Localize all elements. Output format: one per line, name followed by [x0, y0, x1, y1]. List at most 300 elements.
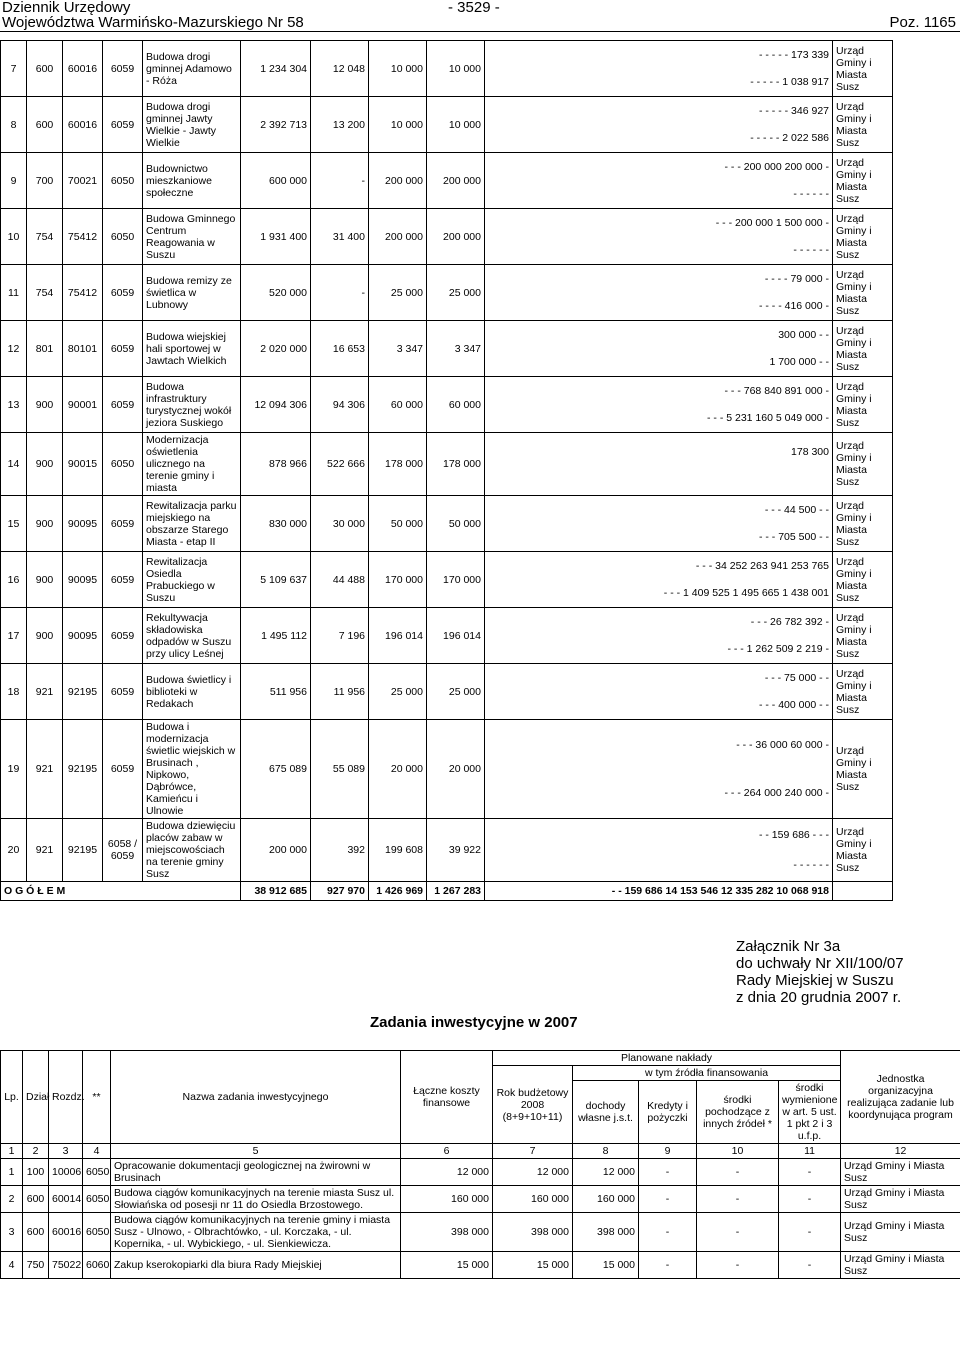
budget-year-cell: 11 956 — [311, 664, 369, 720]
par-cell: 6050 — [83, 1186, 111, 1213]
lp-cell: 8 — [1, 97, 27, 153]
dzial-cell: 921 — [27, 819, 63, 882]
future-years-cell — [485, 265, 833, 321]
loans-cell: 25 000 — [427, 664, 485, 720]
col-sources: w tym źródła finansowania — [573, 1066, 841, 1081]
column-number: 4 — [83, 1144, 111, 1159]
budget-year-cell: 160 000 — [493, 1186, 573, 1213]
task-name-cell: Budowa ciągów komunikacyjnych na terenie gminy i miasta Susz - Ulnowo, - Olbrachtówko, - ul. Korczaka, - ul. Kopernika, - ul. Wybickiego, - ul. Sienkiewicza. — [111, 1213, 401, 1252]
par-cell: 6059 — [103, 377, 143, 433]
unit-cell: Urząd Gminy i Miasta Susz — [833, 552, 893, 608]
table-row — [1, 1213, 960, 1252]
total-cost-cell: 675 089 — [241, 720, 311, 819]
future-years-bottom: - - - 1 262 509 2 219 - — [727, 642, 829, 655]
budget-year-cell: 7 196 — [311, 608, 369, 664]
par-cell: 6059 — [103, 265, 143, 321]
future-years-stack — [488, 497, 829, 550]
future-years-cell — [485, 552, 833, 608]
task-name-cell: Rekultywacja składowiska odpadów w Suszu przy ulicy Leśnej — [143, 608, 241, 664]
own-income-cell: 12 000 — [573, 1159, 639, 1186]
loans-cell: 39 922 — [427, 819, 485, 882]
future-years-top: - - - - - 346 927 — [758, 105, 829, 118]
future-years-top: - - - 36 000 60 000 - — [736, 739, 829, 751]
budget-year-cell: 44 488 — [311, 552, 369, 608]
rozdz-cell: 60014 — [49, 1186, 83, 1213]
future-years-top: - - - 768 840 891 000 - — [724, 385, 829, 398]
future-years-bottom: - - - - - 1 038 917 — [750, 75, 829, 88]
col-dzial: Dział — [23, 1051, 49, 1144]
par-cell: 6050 — [103, 433, 143, 496]
budget-year-cell: 30 000 — [311, 496, 369, 552]
task-name-cell: Budownictwo mieszkaniowe społeczne — [143, 153, 241, 209]
total-cost-cell: 600 000 — [241, 153, 311, 209]
budget-year-cell: - — [311, 265, 369, 321]
lp-cell: 12 — [1, 321, 27, 377]
future-years-sum: - - 159 686 14 153 546 12 335 282 10 068 918 — [485, 882, 833, 901]
future-years-top: - - - 34 252 263 941 253 765 — [695, 560, 829, 573]
rozdz-cell: 75022 — [49, 1252, 83, 1279]
par-cell: 6059 — [103, 552, 143, 608]
table-row — [1, 819, 893, 882]
total-cost-cell: 1 234 304 — [241, 41, 311, 97]
table-row — [1, 1252, 960, 1279]
budget-year-cell: 12 048 — [311, 41, 369, 97]
column-number: 5 — [111, 1144, 401, 1159]
budget-year-cell: 16 653 — [311, 321, 369, 377]
loans-cell: - — [639, 1213, 697, 1252]
loans-cell: 196 014 — [427, 608, 485, 664]
unit-cell: Urząd Gminy i Miasta Susz — [841, 1252, 960, 1279]
total-cost-cell: 1 931 400 — [241, 209, 311, 265]
future-years-cell — [485, 496, 833, 552]
unit-cell: Urząd Gminy i Miasta Susz — [833, 209, 893, 265]
future-years-cell — [485, 97, 833, 153]
future-years-bottom: 1 700 000 - - — [769, 355, 829, 368]
unit-cell: Urząd Gminy i Miasta Susz — [833, 608, 893, 664]
col-planned: Planowane nakłady — [493, 1051, 841, 1066]
table-row — [1, 1186, 960, 1213]
future-years-top: - - - 26 782 392 - — [750, 616, 829, 629]
total-cost-cell: 12 094 306 — [241, 377, 311, 433]
column-number: 8 — [573, 1144, 639, 1159]
loans-cell: 10 000 — [427, 97, 485, 153]
rozdz-cell: 10006 — [49, 1159, 83, 1186]
table-row — [1, 41, 893, 97]
table-row — [1, 664, 893, 720]
lp-cell: 7 — [1, 41, 27, 97]
future-years-bottom: - - - 1 409 525 1 495 665 1 438 001 — [663, 586, 829, 599]
lp-cell: 10 — [1, 209, 27, 265]
future-years-stack — [488, 42, 829, 95]
future-years-cell — [485, 209, 833, 265]
budget-year-cell: 94 306 — [311, 377, 369, 433]
other-sources-cell: - — [697, 1213, 779, 1252]
future-years-bottom: - - - 400 000 - - — [758, 698, 829, 711]
dzial-cell: 754 — [27, 209, 63, 265]
position-number: Poz. 1165 — [889, 14, 956, 31]
col-unit: Jednostka organizacyjna realizująca zadanie lub koordynująca program — [841, 1051, 960, 1144]
future-years-cell — [485, 664, 833, 720]
rozdz-cell: 92195 — [63, 720, 103, 819]
dzial-cell: 900 — [27, 377, 63, 433]
column-number: 10 — [697, 1144, 779, 1159]
col-total: Łączne koszty finansowe — [401, 1051, 493, 1144]
par-cell: 6050 — [83, 1159, 111, 1186]
total-cost-cell: 2 020 000 — [241, 321, 311, 377]
future-years-top: - - - 200 000 1 500 000 - — [715, 217, 829, 230]
unit-cell: Urząd Gminy i Miasta Susz — [833, 664, 893, 720]
table-row — [1, 608, 893, 664]
page-header — [0, 0, 960, 30]
par-cell: 6059 — [103, 41, 143, 97]
table-row — [1, 433, 893, 496]
loans-cell: - — [639, 1159, 697, 1186]
loans-cell: 170 000 — [427, 552, 485, 608]
table-row — [1, 1159, 960, 1186]
future-years-stack — [488, 665, 829, 718]
journal-subtitle: Województwa Warmińsko-Mazurskiego Nr 58 — [2, 14, 304, 31]
other-sources-cell: - — [697, 1252, 779, 1279]
rozdz-cell: 70021 — [63, 153, 103, 209]
attachment-line: z dnia 20 grudnia 2007 r. — [736, 989, 902, 1006]
future-years-top: - - - 200 000 200 000 - — [724, 161, 829, 174]
task-name-cell: Budowa remizy ze świetlica w Lubnowy — [143, 265, 241, 321]
lp-cell: 15 — [1, 496, 27, 552]
budget-year-cell: - — [311, 153, 369, 209]
task-name-cell: Modernizacja oświetlenia ulicznego na terenie gminy i miasta — [143, 433, 241, 496]
col-lp: Lp. — [1, 1051, 23, 1144]
par-cell: 6050 — [103, 153, 143, 209]
col-wymienione: środki wymienione w art. 5 ust. 1 pkt 2 i 3 u.f.p. — [779, 1081, 841, 1144]
unit-cell: Urząd Gminy i Miasta Susz — [833, 41, 893, 97]
par-cell: 6050 — [103, 209, 143, 265]
future-years-stack — [488, 609, 829, 662]
total-cost-sum: 38 912 685 — [241, 882, 311, 901]
par-cell: 6059 — [103, 720, 143, 819]
col-kredyty: Kredyty i pożyczki — [639, 1081, 697, 1144]
future-years-bottom: - - - 705 500 - - — [758, 530, 829, 543]
table-row — [1, 153, 893, 209]
future-years-stack — [488, 210, 829, 263]
header-rule — [0, 31, 960, 32]
unit-sum — [833, 882, 893, 901]
task-name-cell: Budowa i modernizacja świetlic wiejskich w Brusinach , Nipkowo, Dąbrówce, Kamieńcu i Ulnowie — [143, 720, 241, 819]
col-name: Nazwa zadania inwestycyjnego — [111, 1051, 401, 1144]
column-number: 9 — [639, 1144, 697, 1159]
unit-cell: Urząd Gminy i Miasta Susz — [833, 321, 893, 377]
dzial-cell: 600 — [27, 41, 63, 97]
own-income-cell: 200 000 — [369, 209, 427, 265]
future-years-top: - - - - - 173 339 — [758, 49, 829, 62]
own-income-cell: 60 000 — [369, 377, 427, 433]
dzial-cell: 900 — [27, 608, 63, 664]
future-years-top: - - - 75 000 - - — [764, 672, 829, 685]
task-name-cell: Budowa świetlicy i biblioteki w Redakach — [143, 664, 241, 720]
loans-sum: 1 267 283 — [427, 882, 485, 901]
rozdz-cell: 60016 — [63, 41, 103, 97]
dzial-cell: 921 — [27, 720, 63, 819]
loans-cell: 50 000 — [427, 496, 485, 552]
loans-cell: 178 000 — [427, 433, 485, 496]
future-years-stack — [488, 434, 829, 494]
column-number: 6 — [401, 1144, 493, 1159]
dzial-cell: 600 — [23, 1186, 49, 1213]
total-cost-cell: 12 000 — [401, 1159, 493, 1186]
loans-cell: - — [639, 1252, 697, 1279]
lp-cell: 13 — [1, 377, 27, 433]
task-name-cell: Rewitalizacja parku miejskiego na obszarze Starego Miasta - etap II — [143, 496, 241, 552]
future-years-bottom: - - - 264 000 240 000 - — [724, 787, 829, 799]
art5-funds-cell: - — [779, 1252, 841, 1279]
other-sources-cell: - — [697, 1159, 779, 1186]
column-number: 1 — [1, 1144, 23, 1159]
par-cell: 6059 — [103, 97, 143, 153]
budget-year-cell: 31 400 — [311, 209, 369, 265]
future-years-cell — [485, 433, 833, 496]
future-years-stack — [488, 721, 829, 817]
loans-cell: 60 000 — [427, 377, 485, 433]
column-number: 11 — [779, 1144, 841, 1159]
lp-cell: 4 — [1, 1252, 23, 1279]
rozdz-cell: 92195 — [63, 819, 103, 882]
unit-cell: Urząd Gminy i Miasta Susz — [841, 1159, 960, 1186]
total-cost-cell: 1 495 112 — [241, 608, 311, 664]
total-cost-cell: 15 000 — [401, 1252, 493, 1279]
own-income-cell: 20 000 — [369, 720, 427, 819]
budget-year-cell: 13 200 — [311, 97, 369, 153]
col-pochodzace: środki pochodzące z innych źródeł * — [697, 1081, 779, 1144]
rozdz-cell: 90095 — [63, 496, 103, 552]
unit-cell: Urząd Gminy i Miasta Susz — [833, 97, 893, 153]
unit-cell: Urząd Gminy i Miasta Susz — [833, 377, 893, 433]
rozdz-cell: 80101 — [63, 321, 103, 377]
page-number: - 3529 - — [448, 0, 500, 16]
future-years-stack — [488, 378, 829, 431]
task-name-cell: Zakup kserokopiarki dla biura Rady Miejskiej — [111, 1252, 401, 1279]
own-income-cell: 15 000 — [573, 1252, 639, 1279]
total-label: O G Ó Ł E M — [1, 882, 241, 901]
par-cell: 6059 — [103, 321, 143, 377]
future-years-stack — [488, 98, 829, 151]
lp-cell: 14 — [1, 433, 27, 496]
own-income-cell: 160 000 — [573, 1186, 639, 1213]
table-row — [1, 377, 893, 433]
col-par: ** — [83, 1051, 111, 1144]
future-years-stack — [488, 553, 829, 606]
unit-cell: Urząd Gminy i Miasta Susz — [833, 496, 893, 552]
task-name-cell: Opracowanie dokumentacji geologicznej na żwirowni w Brusinach — [111, 1159, 401, 1186]
dzial-cell: 921 — [27, 664, 63, 720]
par-cell: 6058 / 6059 — [103, 819, 143, 882]
future-years-bottom: - - - - - - — [793, 187, 829, 200]
attachment-note — [736, 938, 904, 1006]
section-title: Zadania inwestycyjne w 2007 — [370, 1014, 578, 1031]
journal-title: Dziennik Urzędowy — [2, 0, 131, 16]
investment-tasks-table — [0, 1050, 960, 1279]
budget-year-cell: 12 000 — [493, 1159, 573, 1186]
dzial-cell: 100 — [23, 1159, 49, 1186]
loans-cell: - — [639, 1186, 697, 1213]
unit-cell: Urząd Gminy i Miasta Susz — [833, 433, 893, 496]
column-number: 2 — [23, 1144, 49, 1159]
own-income-cell: 10 000 — [369, 41, 427, 97]
future-years-bottom: - - - - 416 000 - — [758, 299, 829, 312]
unit-cell: Urząd Gminy i Miasta Susz — [833, 720, 893, 819]
art5-funds-cell: - — [779, 1186, 841, 1213]
own-income-cell: 10 000 — [369, 97, 427, 153]
future-years-cell — [485, 377, 833, 433]
budget-year-cell: 55 089 — [311, 720, 369, 819]
column-number: 12 — [841, 1144, 960, 1159]
task-name-cell: Rewitalizacja Osiedla Prabuckiego w Suszu — [143, 552, 241, 608]
total-cost-cell: 2 392 713 — [241, 97, 311, 153]
own-income-cell: 199 608 — [369, 819, 427, 882]
par-cell: 6059 — [103, 664, 143, 720]
budget-year-cell: 15 000 — [493, 1252, 573, 1279]
lp-cell: 19 — [1, 720, 27, 819]
own-income-sum: 1 426 969 — [369, 882, 427, 901]
future-years-bottom: - - - - - 2 022 586 — [750, 131, 829, 144]
lp-cell: 11 — [1, 265, 27, 321]
col-rok: Rok budżetowy 2008 (8+9+10+11) — [493, 1066, 573, 1144]
total-cost-cell: 5 109 637 — [241, 552, 311, 608]
own-income-cell: 25 000 — [369, 265, 427, 321]
other-sources-cell: - — [697, 1186, 779, 1213]
own-income-cell: 398 000 — [573, 1213, 639, 1252]
loans-cell: 3 347 — [427, 321, 485, 377]
future-years-bottom: - - - - - - — [793, 859, 829, 871]
col-dochody: dochody własne j.s.t. — [573, 1081, 639, 1144]
lp-cell: 1 — [1, 1159, 23, 1186]
par-cell: 6059 — [103, 608, 143, 664]
future-years-cell — [485, 720, 833, 819]
rozdz-cell: 92195 — [63, 664, 103, 720]
dzial-cell: 900 — [27, 552, 63, 608]
attachment-line: Rady Miejskiej w Suszu — [736, 972, 894, 989]
table-row — [1, 265, 893, 321]
future-years-stack — [488, 266, 829, 319]
task-name-cell: Budowa ciągów komunikacyjnych na terenie miasta Susz ul. Słowiańska od posesji nr 11 do Osiedla Brzostowego. — [111, 1186, 401, 1213]
table-row — [1, 209, 893, 265]
future-years-top: 178 300 — [791, 446, 829, 458]
future-years-bottom: - - - - - - — [793, 243, 829, 256]
dzial-cell: 900 — [27, 433, 63, 496]
col-rozdz: Rozdz. — [49, 1051, 83, 1144]
task-name-cell: Budowa infrastruktury turystycznej wokół jeziora Suskiego — [143, 377, 241, 433]
future-years-top: 300 000 - - — [778, 329, 829, 342]
par-cell: 6050 — [83, 1213, 111, 1252]
attachment-line: Załącznik Nr 3a — [736, 938, 841, 955]
attachment-line: do uchwały Nr XII/100/07 — [736, 955, 904, 972]
future-years-stack — [488, 154, 829, 207]
future-years-cell — [485, 153, 833, 209]
task-name-cell: Budowa drogi gminnej Adamowo - Róża — [143, 41, 241, 97]
unit-cell: Urząd Gminy i Miasta Susz — [833, 819, 893, 882]
dzial-cell: 754 — [27, 265, 63, 321]
unit-cell: Urząd Gminy i Miasta Susz — [833, 153, 893, 209]
dzial-cell: 700 — [27, 153, 63, 209]
future-years-bottom: - - - 5 231 160 5 049 000 - — [707, 411, 829, 424]
rozdz-cell: 75412 — [63, 265, 103, 321]
future-years-stack — [488, 820, 829, 880]
rozdz-cell: 60016 — [63, 97, 103, 153]
lp-cell: 16 — [1, 552, 27, 608]
total-cost-cell: 398 000 — [401, 1213, 493, 1252]
total-row — [1, 882, 893, 901]
own-income-cell: 170 000 — [369, 552, 427, 608]
rozdz-cell: 90001 — [63, 377, 103, 433]
loans-cell: 10 000 — [427, 41, 485, 97]
unit-cell: Urząd Gminy i Miasta Susz — [841, 1213, 960, 1252]
table-row — [1, 720, 893, 819]
loans-cell: 20 000 — [427, 720, 485, 819]
lp-cell: 18 — [1, 664, 27, 720]
loans-cell: 200 000 — [427, 153, 485, 209]
task-name-cell: Budowa Gminnego Centrum Reagowania w Suszu — [143, 209, 241, 265]
unit-cell: Urząd Gminy i Miasta Susz — [833, 265, 893, 321]
column-number: 7 — [493, 1144, 573, 1159]
lp-cell: 3 — [1, 1213, 23, 1252]
dzial-cell: 750 — [23, 1252, 49, 1279]
rozdz-cell: 60016 — [49, 1213, 83, 1252]
unit-cell: Urząd Gminy i Miasta Susz — [841, 1186, 960, 1213]
total-cost-cell: 520 000 — [241, 265, 311, 321]
own-income-cell: 200 000 — [369, 153, 427, 209]
future-years-cell — [485, 321, 833, 377]
art5-funds-cell: - — [779, 1213, 841, 1252]
dzial-cell: 600 — [27, 97, 63, 153]
own-income-cell: 3 347 — [369, 321, 427, 377]
investment-table-continuation — [0, 40, 893, 901]
own-income-cell: 25 000 — [369, 664, 427, 720]
future-years-top: - - - 44 500 - - — [764, 504, 829, 517]
own-income-cell: 196 014 — [369, 608, 427, 664]
loans-cell: 200 000 — [427, 209, 485, 265]
dzial-cell: 900 — [27, 496, 63, 552]
future-years-cell — [485, 608, 833, 664]
table-row — [1, 321, 893, 377]
task-name-cell: Budowa wiejskiej hali sportowej w Jawtach Wielkich — [143, 321, 241, 377]
lp-cell: 20 — [1, 819, 27, 882]
budget-year-cell: 398 000 — [493, 1213, 573, 1252]
par-cell: 6060 — [83, 1252, 111, 1279]
dzial-cell: 600 — [23, 1213, 49, 1252]
rozdz-cell: 90095 — [63, 608, 103, 664]
own-income-cell: 178 000 — [369, 433, 427, 496]
par-cell: 6059 — [103, 496, 143, 552]
future-years-cell — [485, 819, 833, 882]
lp-cell: 17 — [1, 608, 27, 664]
rozdz-cell: 90015 — [63, 433, 103, 496]
future-years-top: - - - - 79 000 - — [764, 273, 829, 286]
total-cost-cell: 830 000 — [241, 496, 311, 552]
table-row — [1, 496, 893, 552]
column-number: 3 — [49, 1144, 83, 1159]
lp-cell: 2 — [1, 1186, 23, 1213]
column-numbers-row — [1, 1144, 960, 1159]
budget-year-sum: 927 970 — [311, 882, 369, 901]
task-name-cell: Budowa dziewięciu placów zabaw w miejscowościach na terenie gminy Susz — [143, 819, 241, 882]
table-row — [1, 97, 893, 153]
total-cost-cell: 511 956 — [241, 664, 311, 720]
rozdz-cell: 75412 — [63, 209, 103, 265]
lp-cell: 9 — [1, 153, 27, 209]
future-years-cell — [485, 41, 833, 97]
budget-year-cell: 392 — [311, 819, 369, 882]
budget-year-cell: 522 666 — [311, 433, 369, 496]
dzial-cell: 801 — [27, 321, 63, 377]
total-cost-cell: 160 000 — [401, 1186, 493, 1213]
